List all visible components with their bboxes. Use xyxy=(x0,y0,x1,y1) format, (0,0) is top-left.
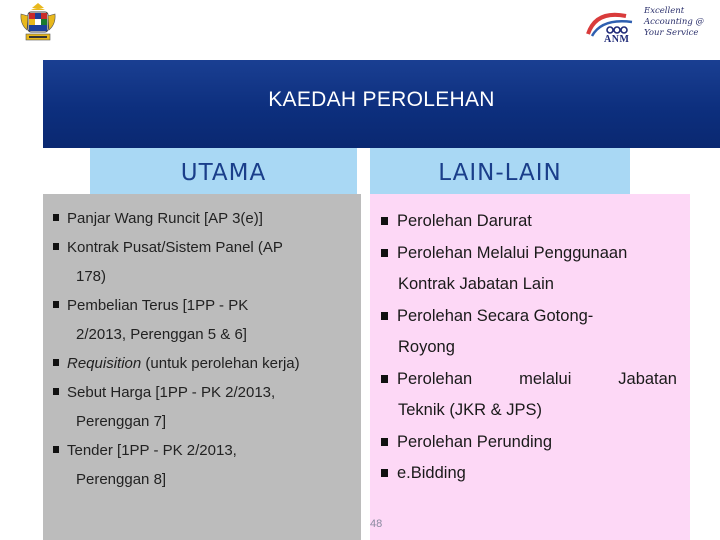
utama-heading: UTAMA xyxy=(90,148,357,194)
list-item: Perolehan Perunding xyxy=(381,427,681,459)
list-item: Requisition (untuk perolehan kerja) xyxy=(53,349,363,378)
bullet-icon xyxy=(381,217,388,225)
lain-lain-heading: LAIN-LAIN xyxy=(370,148,630,194)
bullet-icon xyxy=(53,388,59,395)
bullet-icon xyxy=(381,312,388,320)
bullet-icon xyxy=(53,446,59,453)
list-item: Panjar Wang Runcit [AP 3(e)] xyxy=(53,204,363,233)
bullet-icon xyxy=(53,214,59,221)
bullet-icon xyxy=(381,438,388,446)
bullet-icon xyxy=(53,243,59,250)
list-item: e.Bidding xyxy=(381,458,681,490)
list-item: Kontrak Pusat/Sistem Panel (AP 178) xyxy=(53,233,363,291)
coat-of-arms-logo xyxy=(18,2,58,46)
title-band xyxy=(43,60,720,148)
list-item: Perolehan Darurat xyxy=(381,206,681,238)
page-title: KAEDAH PEROLEHAN xyxy=(268,88,495,111)
page-number: 48 xyxy=(370,518,383,530)
lain-lain-panel xyxy=(370,194,690,540)
utama-list xyxy=(53,204,363,494)
anm-logo xyxy=(582,4,704,48)
list-item: Perolehan melalui Jabatan Teknik (JKR & JPS) xyxy=(381,364,681,427)
list-item: Perolehan Secara Gotong- Royong xyxy=(381,301,681,364)
bullet-icon xyxy=(53,359,59,366)
utama-panel xyxy=(43,194,361,540)
lain-lain-list xyxy=(381,206,681,490)
bullet-icon xyxy=(53,301,59,308)
bullet-icon xyxy=(381,249,388,257)
bullet-icon xyxy=(381,469,388,477)
bullet-icon xyxy=(381,375,388,383)
list-item: Perolehan Melalui Penggunaan Kontrak Jabatan Lain xyxy=(381,238,681,301)
list-item: Pembelian Terus [1PP - PK 2/2013, Perenggan 5 & 6] xyxy=(53,291,363,349)
list-item: Sebut Harga [1PP - PK 2/2013, Perenggan 7] xyxy=(53,378,363,436)
brand-text: ANM xyxy=(604,34,630,45)
coat-of-arms-icon xyxy=(18,2,58,46)
brand-tagline: Excellent Accounting @ Your Service xyxy=(644,6,704,38)
list-item: Tender [1PP - PK 2/2013, Perenggan 8] xyxy=(53,436,363,494)
